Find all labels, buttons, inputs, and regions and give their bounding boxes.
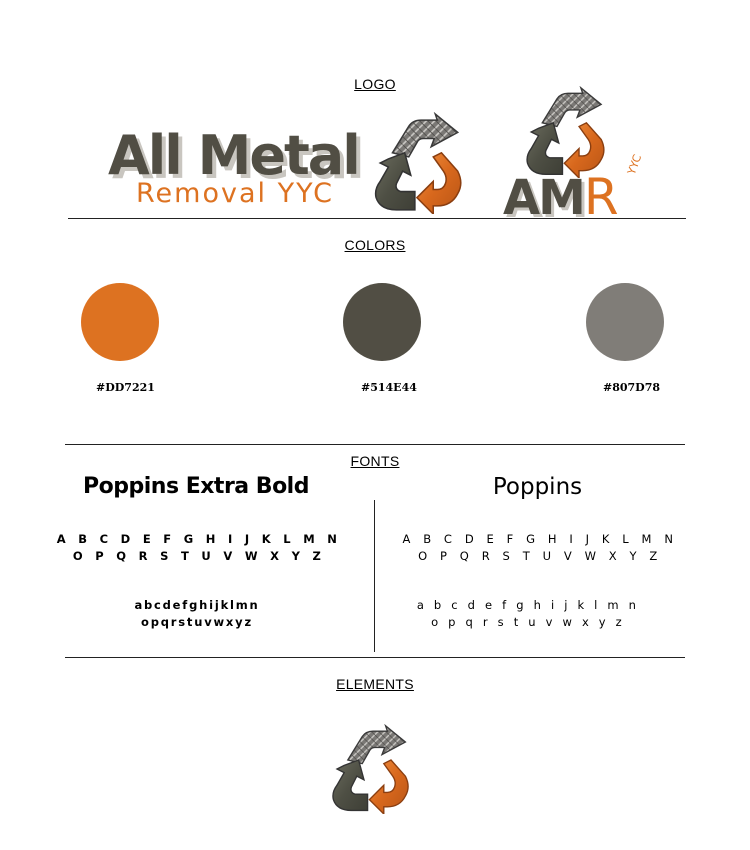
section-title-elements: ELEMENTS <box>336 676 414 692</box>
section-title-logo: LOGO <box>354 76 396 92</box>
recycle-icon <box>328 724 418 814</box>
font-name-regular: Poppins <box>492 474 583 500</box>
amr-yyc-text: YYC <box>625 152 645 177</box>
amr-r-text: R <box>583 168 619 226</box>
color-label-gray: #807D78 <box>603 381 661 394</box>
color-swatch-orange <box>81 283 159 361</box>
bold-lowercase-row-2: opqrstuvwxyz <box>141 615 253 629</box>
regular-uppercase-row-2: O P Q R S T U V W X Y Z <box>418 549 662 563</box>
wordmark-logo <box>108 124 368 209</box>
regular-lowercase-row-1: a b c d e f g h i j k l m n <box>416 598 640 612</box>
logo-sub-text: Removal YYC <box>136 178 334 209</box>
bold-uppercase-row-2: O P Q R S T U V W X Y Z <box>72 549 326 563</box>
recycle-icon <box>522 86 614 178</box>
bold-lowercase-row-1: abcdefghijklmn <box>134 598 260 612</box>
fonts-column-divider <box>374 500 375 652</box>
regular-lowercase-row-2: o p q r s t u v w x y z <box>431 615 625 629</box>
divider-fonts <box>65 657 685 658</box>
divider-colors <box>65 444 685 445</box>
bold-uppercase-row-1: A B C D E F G H I J K L M N <box>56 532 342 546</box>
section-title-colors: COLORS <box>344 237 406 253</box>
color-label-dark: #514E44 <box>361 381 417 394</box>
regular-uppercase-row-1: A B C D E F G H I J K L M N <box>402 532 678 546</box>
color-swatch-gray <box>586 283 664 361</box>
color-label-orange: #DD7221 <box>96 381 155 394</box>
font-name-bold: Poppins Extra Bold <box>83 474 309 499</box>
section-title-fonts: FONTS <box>350 453 400 469</box>
divider-logo <box>68 218 686 219</box>
amr-am-text: AM <box>503 170 584 226</box>
logo-main-text: All Metal <box>108 124 359 187</box>
color-swatch-dark <box>343 283 421 361</box>
recycle-icon <box>370 112 472 214</box>
